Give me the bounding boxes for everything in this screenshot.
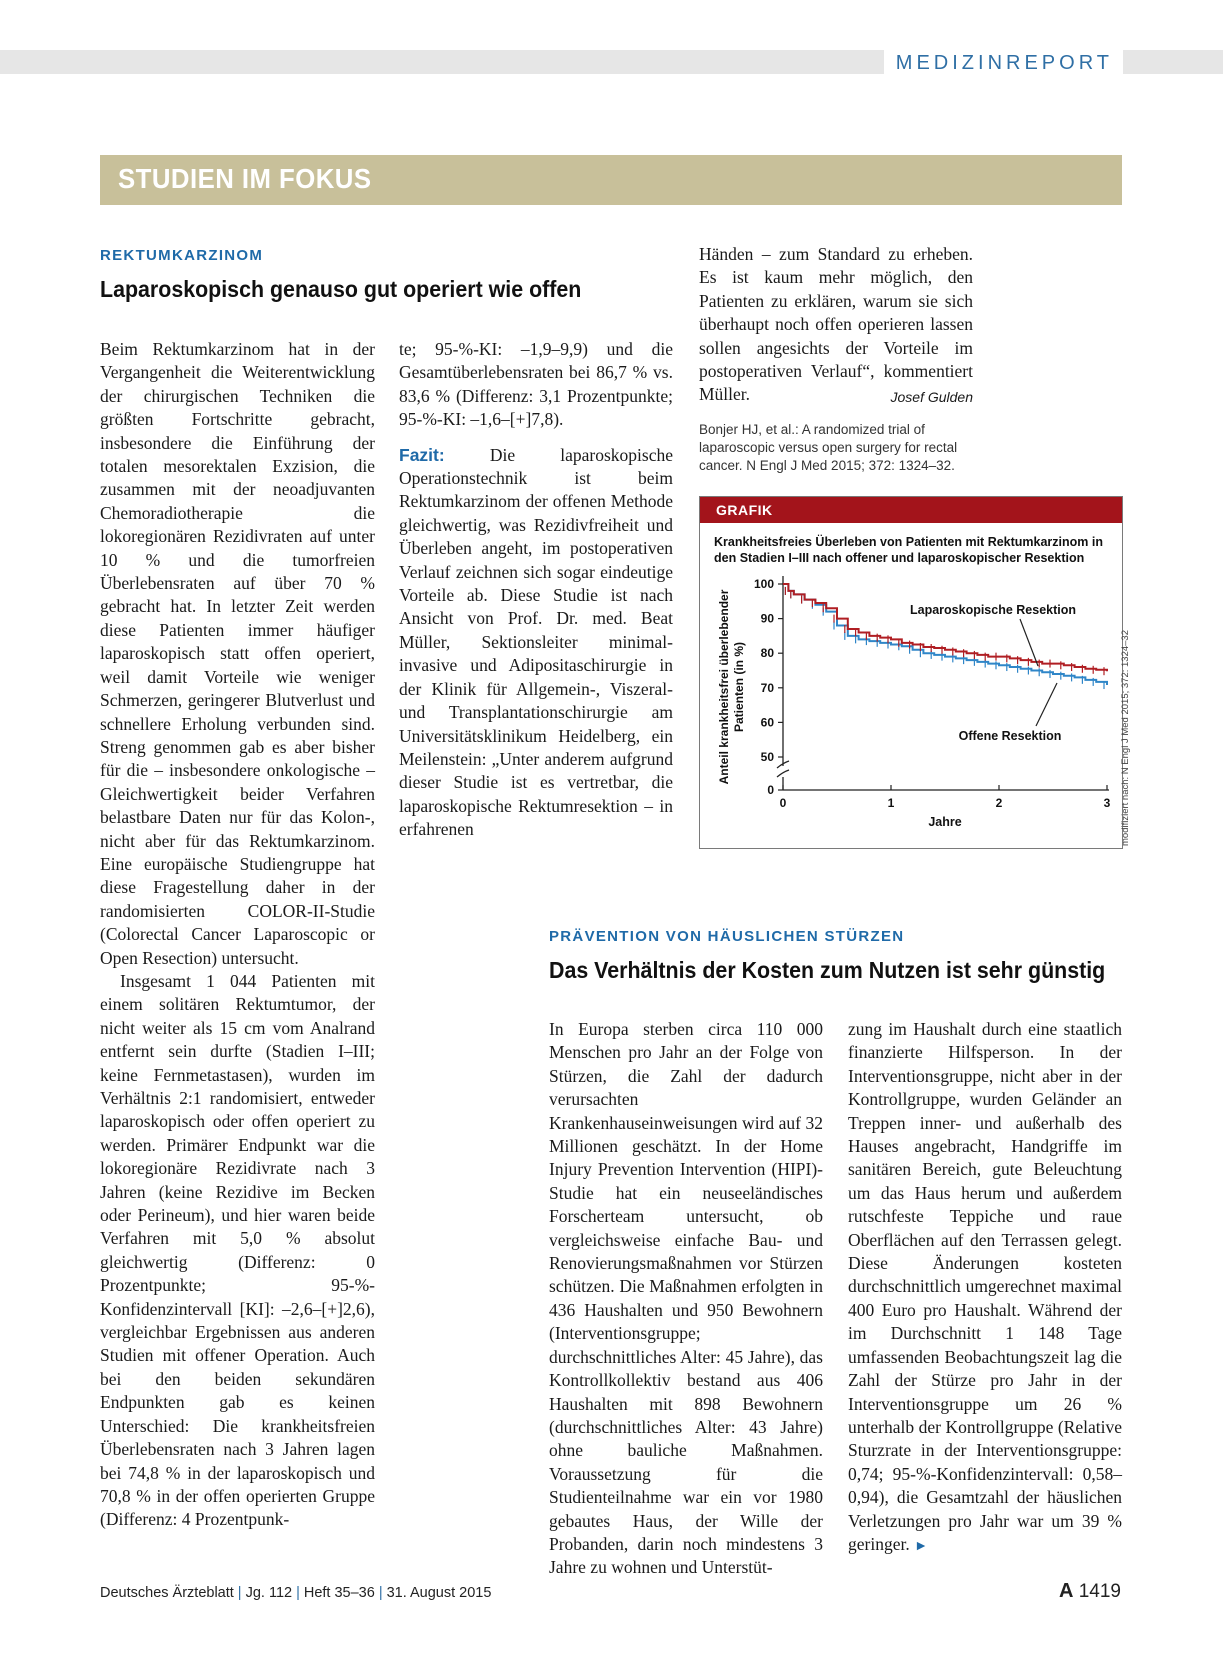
y-tick-label: 100	[753, 577, 774, 591]
x-tick-label: 0	[779, 796, 787, 810]
continue-arrow-icon: ►	[914, 1538, 928, 1554]
grafik-box	[699, 496, 1123, 849]
article2-kicker: PRÄVENTION VON HÄUSLICHEN STÜRZEN	[549, 928, 905, 945]
y-axis-label-line: Patienten (in %)	[732, 641, 746, 733]
article1-column-1	[100, 338, 375, 1532]
y-tick-label: 90	[760, 611, 774, 626]
paragraph: Beim Rektumkarzinom hat in der Vergangenheit die Weiterentwicklung der chirurgischen Techniken die größten Fortschritte gebracht, insbesondere die Einführung der totalen mesorektalen Exzision, die zusammen mit der neoadjuvanten Chemoradiotherapie die lokoregionären Rezidivraten auf unter 10 % und die tumorfreien Überlebensraten auf über 70 % gebracht hat. In letzter Zeit werden diese Patienten immer häufiger laparoskopisch statt offen operiert, weil damit Vorteile wie weniger Schmerzen, geringerer Blutverlust und schnellere Erholung verbunden sind. Streng genommen gab es aber bisher für die – insbesondere onkologische – Gleichwertigkeit beider Verfahren belastbare Daten nur für das Kolon-, nicht aber für das Rektumkarzinom. Eine europäische Studiengruppe hat diese Fragestellung daher in der randomisierten COLOR-II-Studie (Colorectal Cancer Laparoscopic or Open Resection) untersucht.	[100, 339, 375, 968]
page-prefix: A	[1058, 1580, 1074, 1602]
page-number	[1059, 1580, 1121, 1603]
annotation-open: Offene Resektion	[958, 729, 1062, 743]
chart-credit: modifiziert nach: N Engl J Med 2015; 372: 1324–32	[1120, 630, 1131, 846]
article2-headline: Das Verhältnis der Kosten zum Nutzen ist sehr günstig	[549, 957, 1106, 983]
axis-break	[777, 761, 789, 777]
article2-column-1	[549, 1018, 823, 1580]
author: Josef Gulden	[890, 389, 973, 406]
journal-name: Deutsches Ärzteblatt	[100, 1585, 234, 1601]
paragraph	[699, 243, 973, 407]
banner-title: STUDIEN IM FOKUS	[118, 163, 372, 194]
y-tick-label: 50	[760, 750, 774, 764]
chart	[700, 523, 1122, 848]
reference: Bonjer HJ, et al.: A randomized trial of laparoscopic versus open surgery for rectal cancer. N Engl J Med 2015; 372: 1324–32.	[699, 422, 958, 473]
y-axis-label	[717, 589, 746, 784]
paragraph: te; 95-%-KI: –1,9–9,9) und die Gesamtüberlebensraten bei 86,7 % vs. 83,6 % (Differenz: 3,1 Prozentpunkte; 95-%-KI: –1,6–[+]7,8).	[399, 339, 673, 430]
annotation-laparoscopic: Laparoskopische Resektion	[909, 603, 1077, 617]
x-tick-label: 3	[1103, 796, 1111, 810]
x-axis-label: Jahre	[928, 815, 962, 829]
paragraph	[848, 1018, 1122, 1558]
article2-column-2	[848, 1018, 1122, 1558]
banner	[100, 155, 1122, 205]
y-axis-label-line: Anteil krankheitsfrei überlebender	[717, 589, 731, 785]
y-tick-label: 60	[760, 715, 774, 730]
article1-column-2	[399, 338, 673, 842]
page-number-value: 1419	[1078, 1581, 1121, 1602]
paragraph	[399, 444, 673, 842]
y-tick-label: 70	[760, 680, 774, 695]
article1-column-3	[699, 243, 973, 410]
issue: Heft 35–36	[303, 1585, 375, 1601]
y-tick-label: 0	[767, 783, 774, 797]
series-line-open	[783, 584, 1107, 685]
x-tick-label: 2	[995, 796, 1003, 810]
fazit-text: Die laparoskopische Operationstechnik ist beim Rektumkarzinom der offenen Methode gleichwertig, was Rezidivfreiheit und Überleben angeht, im postoperativen Verlauf zeichnen sich sogar eindeutige Vorteile ab. Diese Studie ist nach Ansicht von Prof. Dr. med. Beat Müller, Sektionsleiter minimal- invasive und Adipositaschirurgie in der Klinik für Allgemein-, Viszeral- und Transplantationschirurgie am Universitätsklinikum Heidelberg, ein Meilenstein: „Unter anderem aufgrund dieser Studie ist es vertretbar, die laparoskopische Rektumresektion – in erfahrenen	[399, 444, 673, 840]
fazit-label: Fazit:	[399, 444, 445, 465]
date: 31. August 2015	[386, 1585, 492, 1601]
y-tick-label: 80	[760, 646, 774, 661]
volume: Jg. 112	[245, 1585, 293, 1601]
paragraph-text: Händen – zum Standard zu erheben. Es ist kaum mehr möglich, den Patienten zu erklären, warum sie sich überhaupt noch offen operieren lassen sollen angesichts der Vorteile im postoperativen Verlauf“, kommentiert Müller.	[699, 244, 973, 405]
section-label: MEDIZINREPORT	[884, 50, 1123, 74]
paragraph-text: zung im Haushalt durch eine staatlich finanzierte Hilfsperson. In der Interventionsgruppe, nicht aber in der Kontrollgruppe, wurden Geländer an Treppen inner- und außerhalb des Hauses angebracht, Handgriffe im sanitären Bereich, gute Beleuchtung um das Haus herum und außerdem rutschfeste Teppiche und raue Oberflächen auf den Terrassen gelegt. Diese Änderungen kosteten durchschnittlich umgerechnet maximal 400 Euro pro Haushalt. Während der im Durchschnitt 1 148 Tage umfassenden Beobachtungszeit lag die Zahl der Stürze pro Jahr in der Interventionsgruppe um 26 % unterhalb der Kontrollgruppe (Relative Sturzrate in der Interventionsgruppe: 0,74; 95-%-Konfidenzintervall: 0,58–0,94), die Gesamtzahl der häuslichen Verletzungen pro Jahr war um 39 % geringer.	[848, 1019, 1122, 1554]
paragraph: Insgesamt 1 044 Patienten mit einem solitären Rektumtumor, der nicht weiter als 15 cm vom Analrand entfernt sein durfte (Stadien I–III; keine Fernmetastasen), wurden im Verhältnis 2:1 randomisiert, entweder laparoskopisch oder offen operiert zu werden. Primärer Endpunkt war die lokoregionäre Rezidivrate nach 3 Jahren (keine Rezidive im Becken oder Perineum), und hier waren beide Verfahren mit 5,0 % absolut gleichwertig (Differenz: 0 Prozentpunkte; 95-%-Konfidenzintervall [KI]: –2,6–[+]2,6), vergleichbar Ergebnissen aus anderen Studien mit offener Operation. Auch bei den beiden sekundären Endpunkten gab es keinen Unterschied: Die krankheitsfreien Überlebensraten nach 3 Jahren lagen bei 74,8 % in der laparoskopisch und 70,8 % in der offen operierten Gruppe (Differenz: 4 Prozentpunk-	[100, 970, 375, 1530]
x-tick-label: 1	[887, 796, 895, 810]
article1-kicker: REKTUMKARZINOM	[100, 247, 264, 264]
chart-title: Krankheitsfreies Überleben von Patienten mit Rektumkarzinom in den Stadien I–III nach offener und laparoskopischer Resektion	[714, 535, 1103, 565]
footer-citation: Deutsches Ärzteblatt | Jg. 112 | Heft 35–36 | 31. August 2015	[100, 1585, 492, 1601]
paragraph: In Europa sterben circa 110 000 Menschen pro Jahr an der Folge von Stürzen, die Zahl der dadurch verursachten Krankenhauseinweisungen wird auf 32 Millionen geschätzt. In der Home Injury Prevention Intervention (HIPI)-Studie hat ein neuseeländisches Forscherteam untersucht, ob vergleichsweise einfache Bau- und Renovierungsmaßnahmen vor Stürzen schützen. Die Maßnahmen erfolgten in 436 Haushalten und 950 Bewohnern (Interventionsgruppe; durchschnittliches Alter: 45 Jahre), das Kontrollkollektiv bestand aus 406 Haushalten mit 898 Bewohnern (durchschnittliches Alter: 43 Jahre) ohne bauliche Maßnahmen. Voraussetzung für die Studienteilnahme war ein vor 1980 gebautes Haus, der Wille der Probanden, darin noch mindestens 3 Jahre zu wohnen und Unterstüt-	[549, 1019, 823, 1578]
article1-headline: Laparoskopisch genauso gut operiert wie offen	[100, 276, 582, 302]
series-line-laparoscopic	[783, 584, 1107, 671]
annotation-leader-open	[1036, 683, 1057, 726]
grafik-label: GRAFIK	[700, 497, 1122, 523]
